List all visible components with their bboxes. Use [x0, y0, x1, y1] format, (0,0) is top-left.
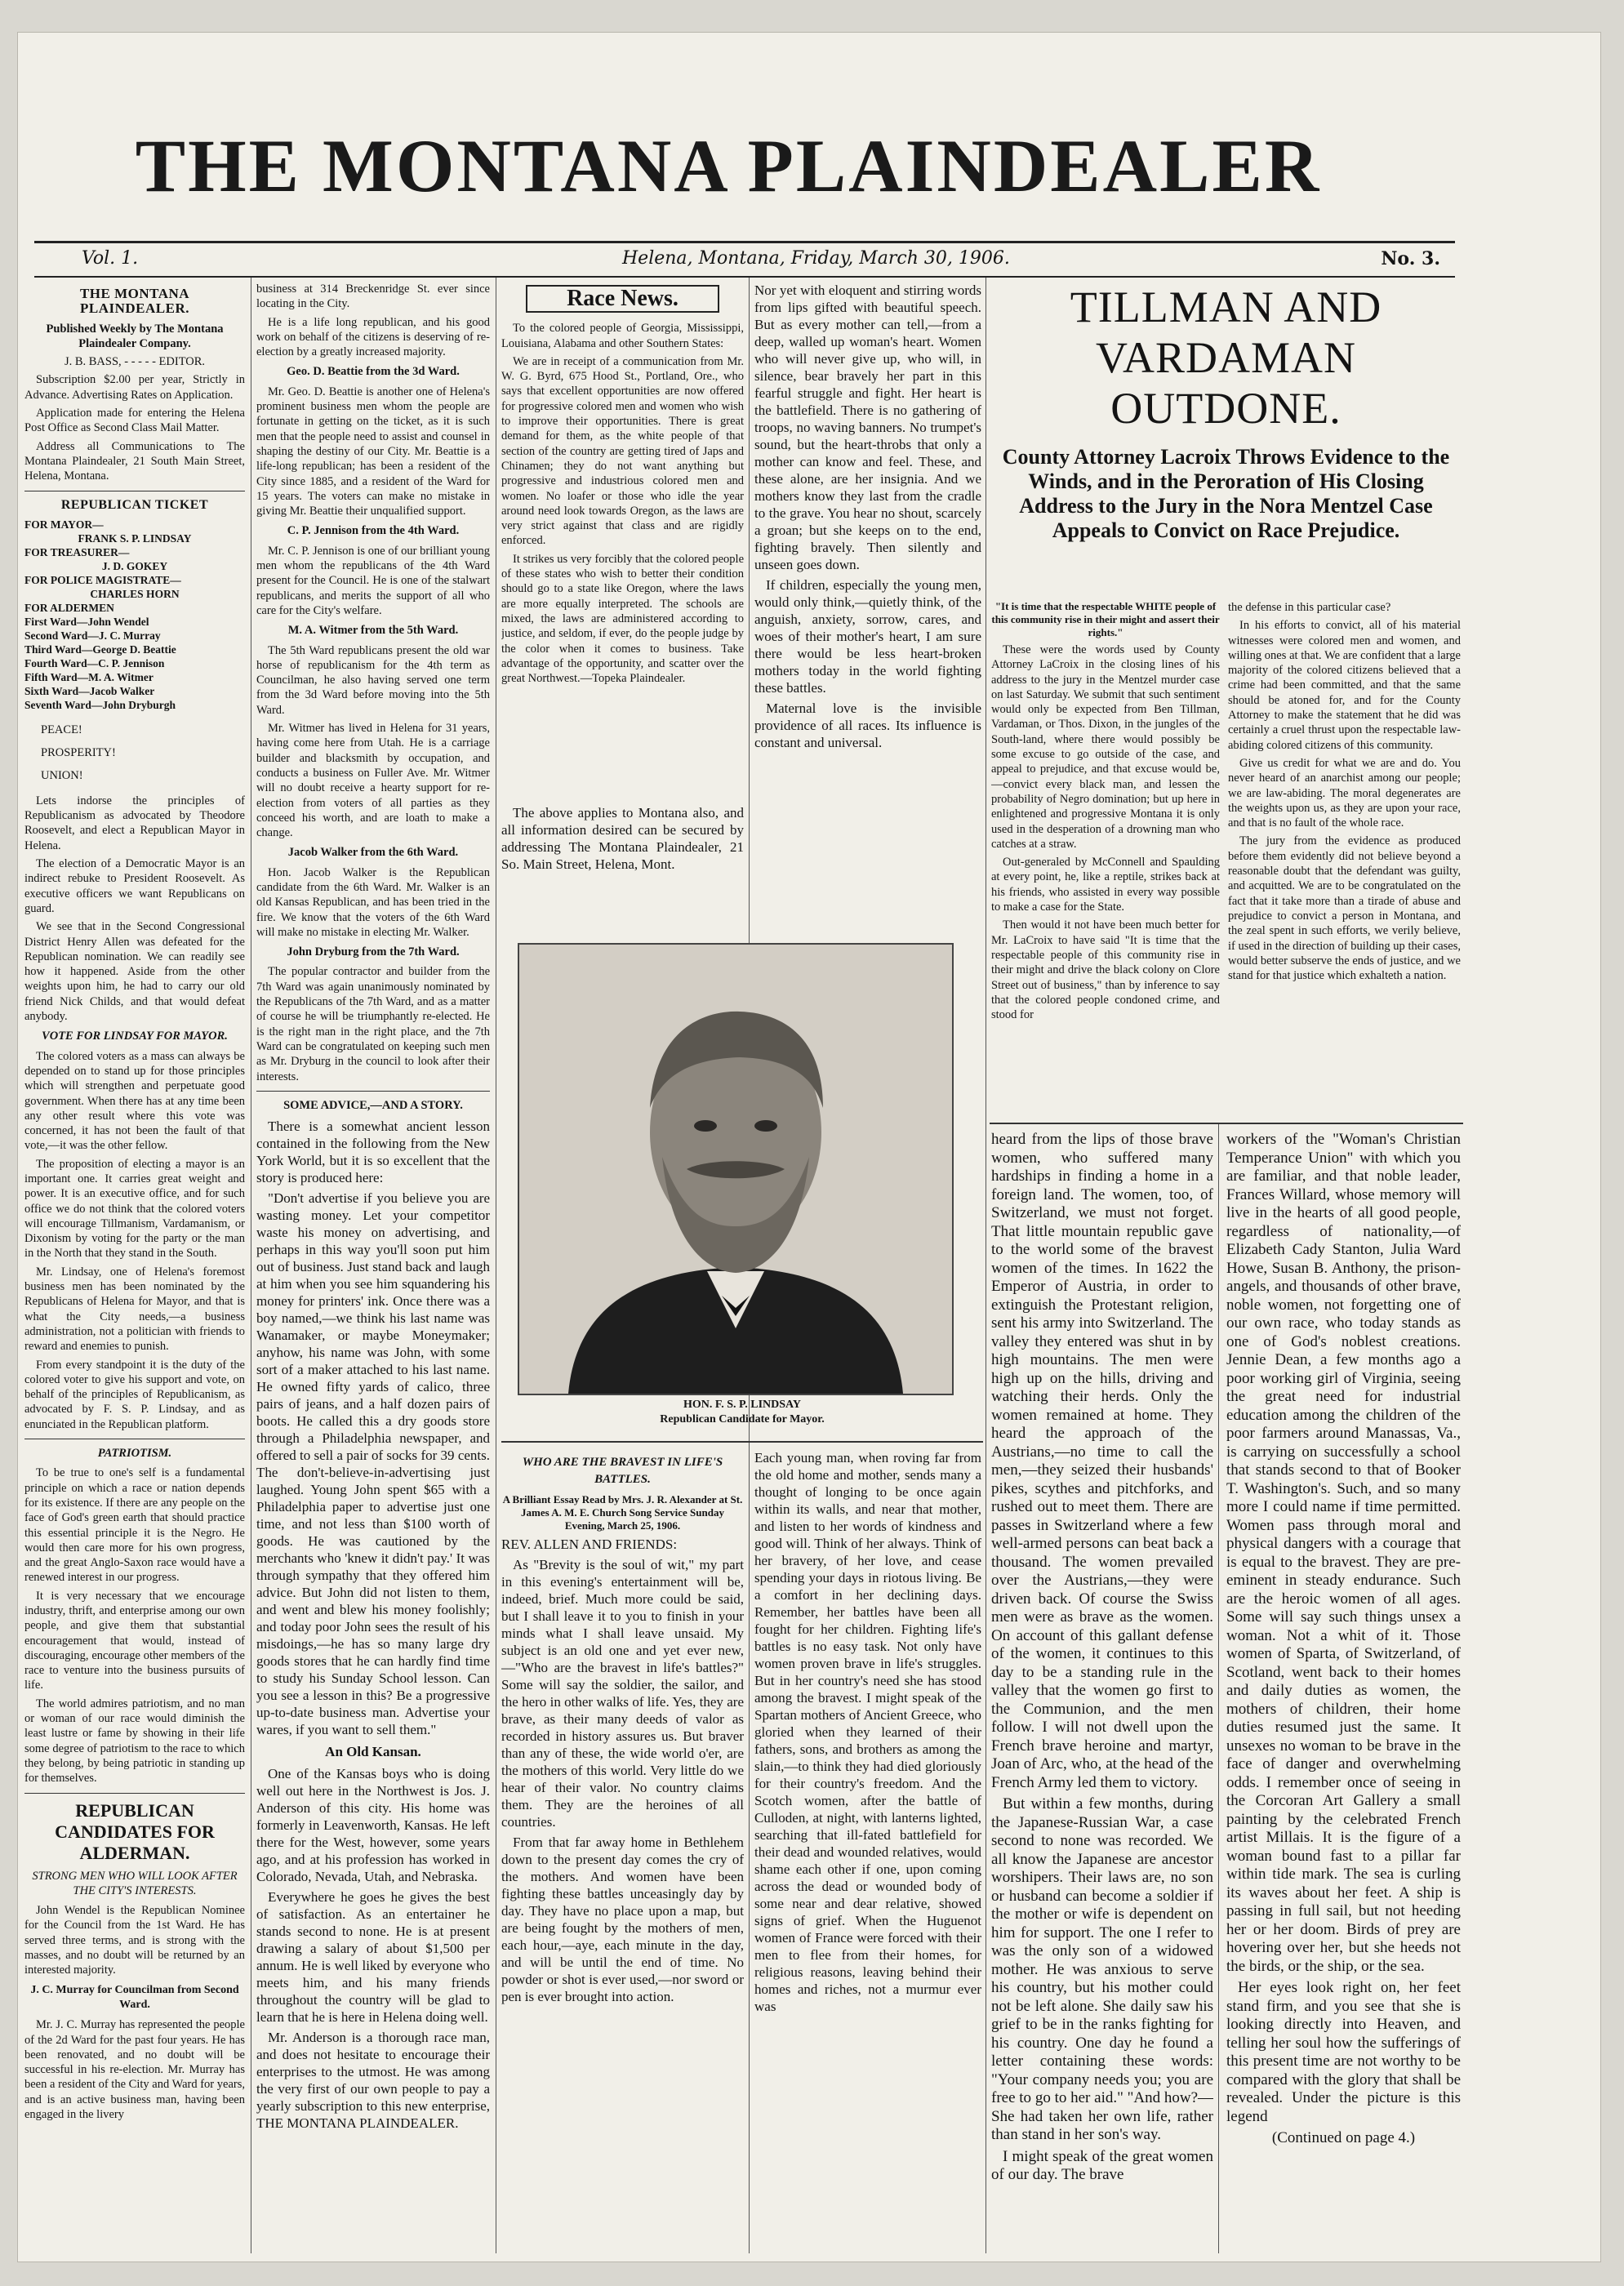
- paragraph: These were the words used by County Attorney LaCroix in the closing lines of his address to the jury in the Mentzel murder case on last Saturday. We submit that such sentiment would only be expected from Ben Tillman, Vardaman, or Thos. Dixon, in the jungles of the South-land, where there would possibly be some excuse to go outside of the case, and appeal to prejudice, and that excuse would be,—convict every black man, and lessen the probability of Negro domination; but up here in enlightened and progressive Montana it is only used in the desperation of a drowning man who catches at a straw.: [991, 643, 1220, 851]
- section-heading: An Old Kansan.: [325, 1744, 421, 1760]
- paragraph: Each young man, when roving far from the old home and mother, sends many a thought of longing to be once again within its walls, and near that mother, and listen to her words of kindness and good will. Think of her always. Think of her bravery, of her love, and cease spending your days in riotous living. Be a comfort in her declining days. Remember, her battles have been all fought for her children. Fighting life's battles is no easy task. Not only have women proven brave in life's struggles. But in her country's need she has stood among the bravest. I might speak of the Spartan mothers of Ancient Greece, who gloried when they learned of their fathers, sons, and brothers as among the slain,—to think they had died gloriously for their country's freedom. And the Scotch women, after the battle of Culloden, at night, with lanterns lighted, searching that ill-fated battlefield for their dead and wounded relatives, would shame each other if one, upon coming across the dead or wounded body of some near and dear relative, showed signs of grief. When the Huguenot women of France were forced with their men to flee from their homes, for religious reasons, leaving behind their homes and riches, not a murmur ever was: [754, 1450, 981, 2014]
- divider: [990, 1123, 1463, 1124]
- divider: [256, 1091, 490, 1092]
- paragraph: Out-generaled by McConnell and Spaulding at every point, he, like a reptile, strikes back at his friends, who assisted in every way possible to make a case for the State.: [991, 856, 1220, 914]
- editor-line: J. B. BASS, - - - - - EDITOR.: [64, 355, 206, 369]
- nameplate: THE MONTANA PLAINDEALER.: [79, 286, 190, 317]
- paragraph: Mr. J. C. Murray has represented the people of the 2d Ward for the past four years. He has been renovated, and no doubt will be successful in his re-election. Mr. Murray has been a resident of the City and Ward for years, and is an active business man, having been engaged in the livery: [24, 2018, 245, 2122]
- column-4-top: [754, 282, 981, 918]
- ticket-line: CHARLES HORN: [90, 587, 180, 600]
- race-news-footer: [501, 804, 744, 935]
- paragraph: To be true to one's self is a fundamental principle on which a race or nation depends for its existence. If there are any people on the face of God's green earth that should practice this essential principle it is the Negro. He would then care more for his own progress, and the great Anglo-Saxon race would have a renewed interest in our progress.: [24, 1466, 245, 1585]
- paragraph: The 5th Ward republicans present the old war horse of republicanism for the 4th term as Councilman, he also having served one term from the 3d Ward before moving into the 5th Ward.: [256, 643, 490, 717]
- section-heading: WHO ARE THE BRAVEST IN LIFE'S BATTLES.: [522, 1456, 723, 1486]
- paragraph: If children, especially the young men, would only think,—quietly think, of the anguish, anxiety, sorrow, cares, and woes of their mother's heart, I am sure there would be less heart-broken mothers today in the world fighting these battles.: [754, 577, 981, 696]
- paragraph: Everywhere he goes he gives the best of satisfaction. As an entertainer he stands second to none. He is at present drawing a salary of about $1,500 per annum. He is well liked by everyone who meets him, and his many friends throughout the country will be glad to learn that he is here in Helena doing well.: [256, 1889, 490, 2026]
- ticket-line: FOR POLICE MAGISTRATE—: [24, 573, 181, 586]
- paragraph: In his efforts to convict, all of his material witnesses were colored men and women, and willing ones at that. We are confident that a large majority of the colored citizens believed that a crime had been committed, and that the same should be atoned for, and for the County Attorney to make the statement that he did was certainly a cruel thrust upon the respectable law-abiding colored citizens of this community.: [1228, 619, 1461, 752]
- ticket-line: FOR ALDERMEN: [24, 601, 114, 614]
- portrait-photo: [518, 943, 954, 1395]
- paragraph: There is a somewhat ancient lesson contained in the following from the New York World, but it is so excellent that the story is produced here:: [256, 1119, 490, 1186]
- paragraph: Then would it not have been much better for Mr. LaCroix to have said "It is time that the respectable people of this community rise in their might and drive the black colony on Clore Street out of business," than by inference to say that the colored people condoned crime, and stood for: [991, 918, 1220, 1022]
- paragraph: He is a life long republican, and his good work on behalf of the citizens is deserving of re-election by a greatly increased majority.: [256, 315, 490, 359]
- column-3-bottom: [501, 1449, 744, 2253]
- paragraph: Her eyes look right on, her feet stand firm, and you see that she is looking directly into Heaven, and telling her soul how the sufferings of this present time are not worthy to be compared with the glory that shall be revealed. Under the picture is this legend: [1226, 1979, 1461, 2125]
- tillman-column-a: [991, 600, 1220, 1119]
- tillman-column-b: [1228, 600, 1461, 1119]
- paragraph: From every standpoint it is the duty of the colored voter to give his support and vote, on behalf of the principles of Republicanism, as advocated by F. S. P. Lindsay, and as enunciated in the Republican platform.: [24, 1358, 245, 1431]
- paragraph: Nor yet with eloquent and stirring words from lips gifted with beautiful speech. But as every mother can tell,—from a deep, walled up woman's heart. Women who will never give up, who will, in silence, bear bravely her part in this fearful struggle and fight. Her heart is the battlefield. There is no gathering of troops, no waving banners. No trumpet's sound, but the heart-throbs that only a mother can know and feel. These, and these alone, are her insignia. And we mothers know they last from the cradle to the grave. You hear no shout, scarcely a groan; but she keeps on to the end, fighting bravely. Then silently and unseen goes down.: [754, 282, 981, 572]
- place-and-date: Helena, Montana, Friday, March 30, 1906.: [622, 248, 1010, 269]
- section-heading: C. P. Jennison from the 4th Ward.: [287, 524, 460, 538]
- paragraph: The proposition of electing a mayor is an important one. It carries great weight and power. It is an executive office, and for such office we do not think that the colored voters will encourage Tillmanism, Vardamanism, or Dixonism by voting for the party or the man in the North that they stand in the South.: [24, 1157, 245, 1261]
- publisher-line: Published Weekly by The Montana Plaindealer Company.: [46, 322, 224, 350]
- slogan: UNION!: [41, 768, 83, 782]
- ticket-line: Sixth Ward—Jacob Walker: [24, 684, 155, 697]
- paragraph: business at 314 Breckenridge St. ever since locating in the City.: [256, 282, 490, 311]
- paragraph: Mr. C. P. Jennison is one of our brilliant young men whom the republicans of the 4th Ward present for the Council. He is one of the stalwart republicans, and merits the support of all who care for the City's welfare.: [256, 544, 490, 617]
- paragraph: Mr. Geo. D. Beattie is another one of Helena's prominent business men whom the people are fortunate in getting on the ticket, as it is such men that the people need to assist and counsel in shaping the destiny of our City. Mr. Beattie is a life-long republican; has been a resident of the City since 1885, and a resident of the Ward for 15 years. The voters can make no mistake in giving Mr. Beattie their unqualified support.: [256, 385, 490, 518]
- article-quote: "It is time that the respectable WHITE people of this community rise in their might and assert their rights.": [991, 600, 1220, 638]
- newspaper-page: [18, 33, 1600, 2262]
- paragraph: John Wendel is the Republican Nominee for the Council from the 1st Ward. He has served three terms, and is strong with the masses, and no doubt will be returned by an interested majority.: [24, 1904, 245, 1977]
- article-headline: TILLMAN AND VARDAMAN OUTDONE.: [1070, 282, 1382, 433]
- section-heading: J. C. Murray for Councilman from Second Ward.: [30, 1983, 239, 2011]
- ticket-heading: REPUBLICAN TICKET: [60, 497, 209, 512]
- volume-number: Vol. 1.: [82, 248, 139, 269]
- column-2: [256, 282, 490, 2257]
- section-heading: Jacob Walker from the 6th Ward.: [287, 846, 459, 860]
- ticket-line: First Ward—John Wendel: [24, 615, 149, 628]
- paragraph: The election of a Democratic Mayor is an indirect rebuke to President Roosevelt. As executive officers we want Republicans on guard.: [24, 857, 245, 915]
- paragraph: Maternal love is the invisible providence of all races. Its influence is constant and universal.: [754, 700, 981, 750]
- slogan: PROSPERITY!: [41, 745, 116, 759]
- subscription-text: Subscription $2.00 per year, Strictly in Advance. Advertising Rates on Application.: [24, 373, 245, 402]
- masthead: THE MONTANA PLAINDEALER: [135, 124, 1322, 207]
- paragraph: But within a few months, during the Japanese-Russian War, a case second to none was recorded. We all know the Japanese are ancestor worshipers. Their laws are, no son or husband can become a soldier if the mother or wife is dependent on him for support. The one I refer to was the only son of a widowed mother. He was anxious to serve his country, but his mother could not be left alone. She daily saw his grief to be in the ranks fighting for his country. One day he found a letter containing these words: "Your company needs you; you are free to go to her aid." "And how?—She had taken her own life, rather than stand in her son's way.: [991, 1795, 1213, 2143]
- column-6: [991, 1131, 1213, 2253]
- paragraph: We see that in the Second Congressional District Henry Allen was defeated for the Republican nomination. We can readily see how it happened. Aside from the other weights upon him, he had to carry our old friend Nick Childs, and that would defeat anybody.: [24, 920, 245, 1024]
- race-news-title: Race News.: [526, 285, 719, 313]
- paragraph: The above applies to Montana also, and all information desired can be secured by addressing The Montana Plaindealer, 21 So. Main Street, Helena, Mont.: [501, 805, 744, 872]
- paragraph: Hon. Jacob Walker is the Republican candidate from the 6th Ward. Mr. Walker is an old Kansas Republican, and has been tried in the fire. We know that the voters of the 6th Ward will make no mistake in electing Mr. Walker.: [256, 865, 490, 939]
- section-heading: REPUBLICAN CANDIDATES FOR ALDERMAN.: [55, 1799, 215, 1863]
- ticket-line: J. D. GOKEY: [101, 559, 168, 572]
- paragraph: The jury from the evidence as produced before them evidently did not believe beyond a reasonable doubt that the defendant was guilty, and acquitted. We are to be congratulated on the fact that it take more than a tirade of abuse and prejudice to convict a person in Montana, and the zeal spent in such efforts, we verily believe, if used in the direction of building up their cases, would better subserve the ends of justice, and we stand for that justice which exhalteth a nation.: [1228, 834, 1461, 983]
- dateline: [34, 241, 1455, 278]
- portrait-caption: [501, 1398, 983, 1439]
- section-subheading: A Brilliant Essay Read by Mrs. J. R. Alexander at St. James A. M. E. Church Song Service Sunday Evening, March 25, 1906.: [502, 1493, 743, 1532]
- paragraph: To the colored people of Georgia, Mississippi, Louisiana, Alabama and other Southern States:: [501, 322, 744, 350]
- portrait-illustration: [519, 945, 952, 1394]
- tillman-headline: [991, 282, 1461, 543]
- paragraph: One of the Kansas boys who is doing well out here in the Northwest is Jos. J. Anderson of this city. His home was formerly in Leavenworth, Kansas. He left there for the West, however, some years ago, and at his profession has worked in Colorado, Nevada, Utah, and Nebraska.: [256, 1766, 490, 1885]
- paragraph: Mr. Lindsay, one of Helena's foremost business men has been nominated by the Republicans of Helena for Mayor, and that is what the City needs,—a business administration, not a politician with friends to reward and enemies to punish.: [24, 1265, 245, 1354]
- postal-entry-text: Application made for entering the Helena Post Office as Second Class Mail Matter.: [24, 407, 245, 435]
- paragraph: As "Brevity is the soul of wit," my part in this evening's entertainment will be, indeed, brief. Much more could be said, but I shall leave it to you to finish in your minds what I shall leave unsaid. My subject is an old one and yet ever new,—"Who are the bravest in life's battles?" Some will say the soldier, the sailor, and the hero in other walks of life. Yes, they are brave, as their many deeds of valor as recorded in history assures us. But braver than any of these, the wide world o'er, are the mothers of this world. Very little do we hear of their valor. No country claims them. They are the heroines of all countries.: [501, 1557, 744, 1830]
- section-heading: M. A. Witmer from the 5th Ward.: [287, 624, 459, 638]
- section-heading: Geo. D. Beattie from the 3d Ward.: [287, 365, 460, 379]
- caption-name: HON. F. S. P. LINDSAY: [683, 1399, 801, 1411]
- issue-number: No. 3.: [1381, 248, 1440, 269]
- section-heading: VOTE FOR LINDSAY FOR MAYOR.: [42, 1030, 228, 1043]
- section-subheading: STRONG MEN WHO WILL LOOK AFTER THE CITY'S INTERESTS.: [32, 1869, 238, 1897]
- paragraph: heard from the lips of those brave women, who suffered many hardships in finding a home in a foreign land. The women, too, of Switzerland, we must not forget. That little mountain republic gave to the world some of the bravest women of the times. In 1622 the Emperor of Austria, in order to extinguish the Protestant religion, sent his army into Switzerland. The valley they entered was shut in by high mountains. The men were high up on the hills, driving and watching their herds. Only the women remained at home. They heard the approach of the Austrians,—no time to call the men,—they seized their husbands' pikes, scythes and pitchforks, and rushed out to meet them. There are passes in Switzerland where a few well-armed persons can beat back a thousand. The women prevailed over the Austrians,—they were driven back. Of course the Swiss men were as brave as the women. On account of this gallant defense of the women, it continues to this day to be a standing rule in the valley that the women go first to the Communion, and the men follow. I will not dwell upon the French brave heroine and martyr, Joan of Arc, who, at the head of the French Army led them to victory.: [991, 1131, 1213, 1791]
- slogan: PEACE!: [41, 723, 82, 736]
- paragraph: The world admires patriotism, and no man or woman of our race would diminish the least lustre or fame by showing in their life some degree of patriotism to the race to which they belong, by being patriotic in standing up for themselves.: [24, 1697, 245, 1786]
- paragraph: REV. ALLEN AND FRIENDS:: [501, 1537, 678, 1552]
- paragraph: the defense in this particular case?: [1228, 601, 1391, 614]
- article-subheadline: County Attorney Lacroix Throws Evidence to the Winds, and in the Peroration of His Closing Address to the Jury in the Nora Mentzel Case Appeals to Convict on Race Prejudice.: [1002, 445, 1450, 542]
- paragraph: The popular contractor and builder from the 7th Ward was again unanimously nominated by the Republicans of the 7th Ward, and as a matter of course he will be triumphantly re-elected. He is the right man in the right place, and the 7th Ward can be congratulated on keeping such men as Mr. Dryburg in the council to look after their interests.: [256, 965, 490, 1083]
- ticket-line: Fourth Ward—C. P. Jennison: [24, 656, 165, 669]
- address-text: Address all Communications to The Montana Plaindealer, 21 South Main Street, Helena, Montana.: [24, 439, 245, 483]
- column-rule: [1218, 1123, 1219, 2253]
- paragraph: "Don't advertise if you believe you are wasting money. Let your competitor waste his money on advertising, and perhaps in this way you'll soon put him out of business. Just stand back and laugh at him when you see him squandering his money for printers' ink. Once there was a boy named,—we think his last name was Wanamaker, or maybe Moneymaker; anyhow, his name was John, with some sort of a maker attached to his last name. He owned fifty yards of calico, three pairs of jeans, and a half dozen pairs of boots. He called this a dry goods store through a Philadelphia newspaper, and offered to sell a pair of socks for 39 cents. The don't-believe-in-advertising just laughed. Young John spent $65 with a Philadelphia paper to advertise just one time, and not less than $100 worth of goods. He was cautioned by the merchants who 'knew it didn't pay.' It was through sympathy that they offered him advice. But John did not listen to them, and went and blew his money foolishly; and today poor John sees the result of his misdoings,—he has so many large dry goods stores that he can hardly find time to study his Sunday School lesson. Can you see a lesson in this? Be a progressive up-to-date business man. Advertise your wares, if you want to sell them.": [256, 1190, 490, 1738]
- section-heading: PATRIOTISM.: [97, 1447, 172, 1461]
- paragraph: From that far away home in Bethlehem down to the present day comes the cry of the mothers. And women have been fighting these battles unceasingly day by day. They have no place upon a map, but are being fought by the mothers of men, each hour,—aye, each minute in the day, and will be until the end of time. No powder or shot is ever used,—nor sword or pen is ever brought into action.: [501, 1835, 744, 2004]
- ticket-line: Second Ward—J. C. Murray: [24, 629, 161, 642]
- paragraph: Mr. Anderson is a thorough race man, and does not hesitate to encourage their enterprises to the utmost. He was among the very first of our own people to pay a yearly subscription to this new enterprise, THE MONTANA PLAINDEALER.: [256, 2030, 490, 2132]
- paragraph: Give us credit for what we are and do. You never heard of an anarchist among our people; we are law-abiding. The moral degenerates are the weights upon us, as they are upon your race, and that is no fault of the whole race.: [1228, 756, 1461, 830]
- section-heading: John Dryburg from the 7th Ward.: [287, 945, 460, 959]
- paragraph: The colored voters as a mass can always be depended on to stand up for those principles which will strengthen and perpetuate good government. When there has at any time been any other result where this vote was concerned, it has not been the fault of that vote,—it was the other fellow.: [24, 1049, 245, 1153]
- ticket-line: FRANK S. P. LINDSAY: [78, 531, 192, 545]
- paragraph: We are in receipt of a communication from Mr. W. G. Byrd, 675 Hood St., Portland, Ore., who says that excellent opportunities are now offered for progressive colored men and women who wish to improve their opportunities. There is great demand for them, as the white people of that section of the country are getting tired of Japs and Chinamen; they do not want anything but progressive and industrious colored men and women. No loafer or those who idle the year around need look towards Oregon, as the laws are very strict against that class and are rigidly enforced.: [501, 354, 744, 548]
- ticket-line: Seventh Ward—John Dryburgh: [24, 698, 176, 711]
- paragraph: Lets indorse the principles of Republicanism as advocated by Theodore Roosevelt, and elect a Republican Mayor in Helena.: [24, 794, 245, 852]
- divider: [24, 1793, 245, 1794]
- column-1: [24, 282, 245, 2257]
- paragraph: It is very necessary that we encourage industry, thrift, and enterprise among our own people, and give them that substantial encouragement that would, instead of discouraging, encourage other members of the race to venture into the business pursuits of life.: [24, 1589, 245, 1692]
- paragraph: workers of the "Woman's Christian Temperance Union" with which you are familiar, and that noble leader, Frances Willard, whose memory will live in the hearts of all good people, regardless of nationality,—of Elizabeth Cady Stanton, Julia Ward Howe, Susan B. Anthony, the prison-angels, and thousands of other brave, noble women, not forgetting one of our own race, who today stands as one of God's noblest creations. Jennie Dean, a few months ago a poor working girl of Virginia, seeing the great need for industrial education among the children of the poor farmers around Manassas, Va., is carrying on successfully a school that stands second to that of Booker T. Washington's. Such, and so many more I could name if time permitted. Women pass through moral and physical dangers with a courage that is equal to the bravest. They are pre-eminent in steady endurance. Such are the heroic women of all ages. Some will say such things unsex a woman. Not a whit of it. Those women of Sparta, of Switzerland, of Scotland, went back to their homes and daily duties as women, the mothers of children, their home duties resumed just the same. It unsexes no woman to be brave in the face of danger and overwhelming odds. I remember once of seeing in the Corcoran Art Gallery a small painting by the celebrated French artist Millais. It is the figure of a woman bound fast to a pillar far within tide mark. The sea is curling its waves about her feet. A ship is passing in full sail, but not heeding her or her doom. Birds of prey are hovering over her, but she heeds not the birds, or the ship, or the sea.: [1226, 1131, 1461, 1975]
- column-7: [1226, 1131, 1461, 2253]
- caption-role: Republican Candidate for Mayor.: [660, 1413, 825, 1426]
- divider: [501, 1441, 983, 1443]
- paragraph: I might speak of the great women of our day. The brave: [991, 2147, 1213, 2183]
- paragraph: It strikes us very forcibly that the colored people of these states who wish to better their condition should go to a state like Oregon, where the laws are more equally interpreted. The schools are mixed, the laws are administered according to justice, and seldom, if ever, do the people judge by the color when it comes to business. Take advantage of the opportunity, and scatter over the great Northwest.—Topeka Plaindealer.: [501, 552, 744, 686]
- ticket-line: Fifth Ward—M. A. Witmer: [24, 670, 154, 683]
- column-4-bottom: [754, 1449, 981, 2253]
- ticket-line: FOR MAYOR—: [24, 518, 104, 531]
- paragraph: Mr. Witmer has lived in Helena for 31 years, having come here from Utah. He is a carriage builder and blacksmith by occupation, and conducts a business on Fuller Ave. Mr. Witmer will no doubt receive a hearty support for re-election from voters of all parties as they conceed his worth, and are loath to make a change.: [256, 722, 490, 840]
- continued-note: (Continued on page 4.): [1271, 2129, 1416, 2146]
- section-heading: SOME ADVICE,—AND A STORY.: [283, 1098, 463, 1112]
- ticket-line: FOR TREASURER—: [24, 545, 130, 558]
- ticket-line: Third Ward—George D. Beattie: [24, 643, 176, 656]
